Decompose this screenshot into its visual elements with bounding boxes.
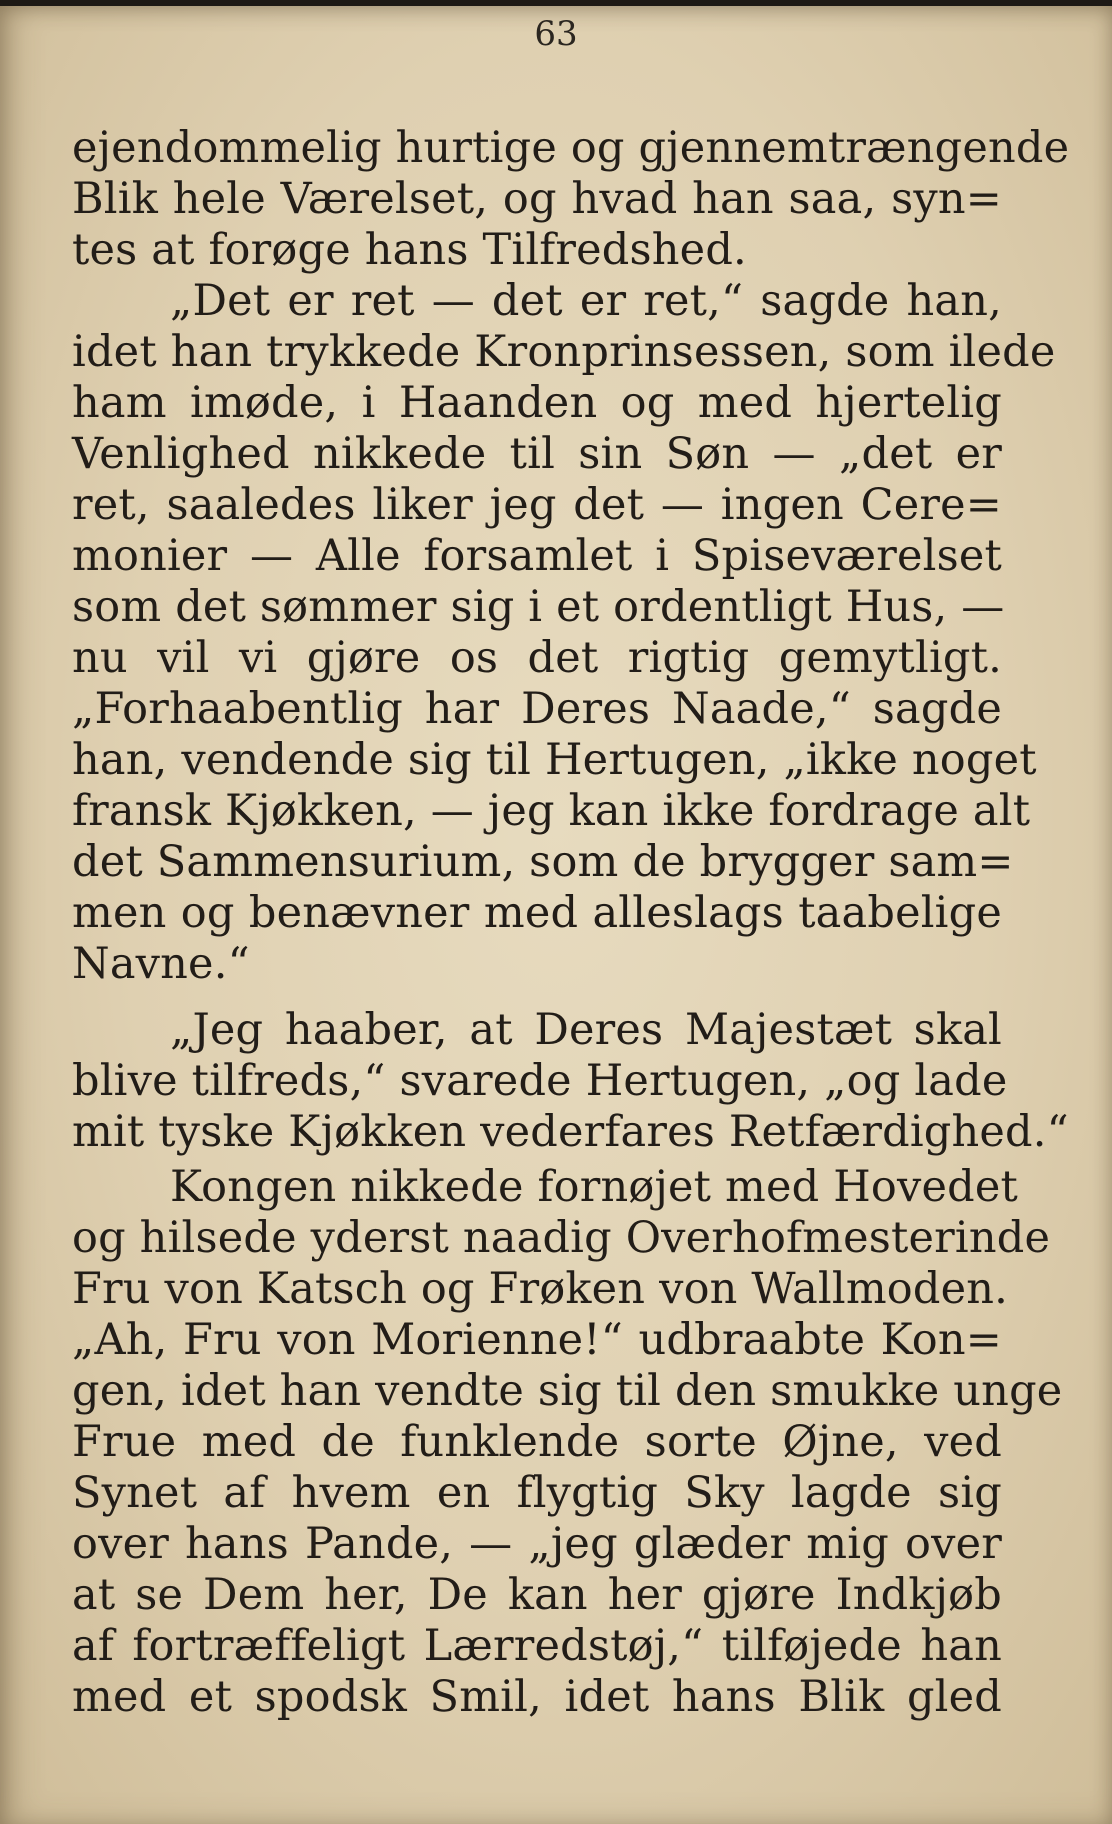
text-line: af fortræffeligt Lærredstøj,“ tilføjede han <box>72 1621 1002 1671</box>
text-line: „Det er ret — det er ret,“ sagde han, <box>170 276 1002 326</box>
text-line: over hans Pande, — „jeg glæder mig over <box>72 1519 1002 1569</box>
text-line: ham imøde, i Haanden og med hjertelig <box>72 378 1002 428</box>
text-line: „Ah, Fru von Morienne!“ udbraabte Kon= <box>72 1315 1002 1365</box>
text-line: „Jeg haaber, at Deres Majestæt skal <box>170 1005 1002 1055</box>
text-line: idet han trykkede Kronprinsessen, som ilede <box>72 327 1056 377</box>
page-top-edge <box>0 0 1112 6</box>
text-line: Venlighed nikkede til sin Søn — „det er <box>72 429 1002 479</box>
text-line: Blik hele Værelset, og hvad han saa, syn= <box>72 174 1002 224</box>
text-line: mit tyske Kjøkken vederfares Retfærdighed.“ <box>72 1107 1069 1157</box>
text-line: nu vil vi gjøre os det rigtig gemytligt. <box>72 633 1002 683</box>
text-line: som det sømmer sig i et ordentligt Hus, — <box>72 582 1005 632</box>
text-line: ejendommelig hurtige og gjennemtrængende <box>72 123 1070 173</box>
text-line: Kongen nikkede fornøjet med Hovedet <box>170 1162 1018 1212</box>
text-line: Fru von Katsch og Frøken von Wallmoden. <box>72 1264 1009 1314</box>
text-line: at se Dem her, De kan her gjøre Indkjøb <box>72 1570 1002 1620</box>
text-line: Frue med de funklende sorte Øjne, ved <box>72 1417 1002 1467</box>
text-line: med et spodsk Smil, idet hans Blik gled <box>72 1672 1002 1722</box>
text-line: men og benævner med alleslags taabelige <box>72 888 1002 938</box>
text-line: Synet af hvem en flygtig Sky lagde sig <box>72 1468 1002 1518</box>
text-line: „Forhaabentlig har Deres Naade,“ sagde <box>72 684 1002 734</box>
text-line: Navne.“ <box>72 939 250 989</box>
text-line: tes at forøge hans Tilfredshed. <box>72 225 747 275</box>
text-line: ret, saaledes liker jeg det — ingen Cere= <box>72 480 1002 530</box>
text-line: monier — Alle forsamlet i Spiseværelset <box>72 531 1002 581</box>
text-line: gen, idet han vendte sig til den smukke unge <box>72 1366 1063 1416</box>
text-line: han, vendende sig til Hertugen, „ikke noget <box>72 735 1037 785</box>
page-number: 63 <box>534 14 578 54</box>
text-line: fransk Kjøkken, — jeg kan ikke fordrage alt <box>72 786 1031 836</box>
text-line: blive tilfreds,“ svarede Hertugen, „og lade <box>72 1056 1008 1106</box>
text-line: og hilsede yderst naadig Overhofmesterinde <box>72 1213 1051 1263</box>
text-line: det Sammensurium, som de brygger sam= <box>72 837 1014 887</box>
